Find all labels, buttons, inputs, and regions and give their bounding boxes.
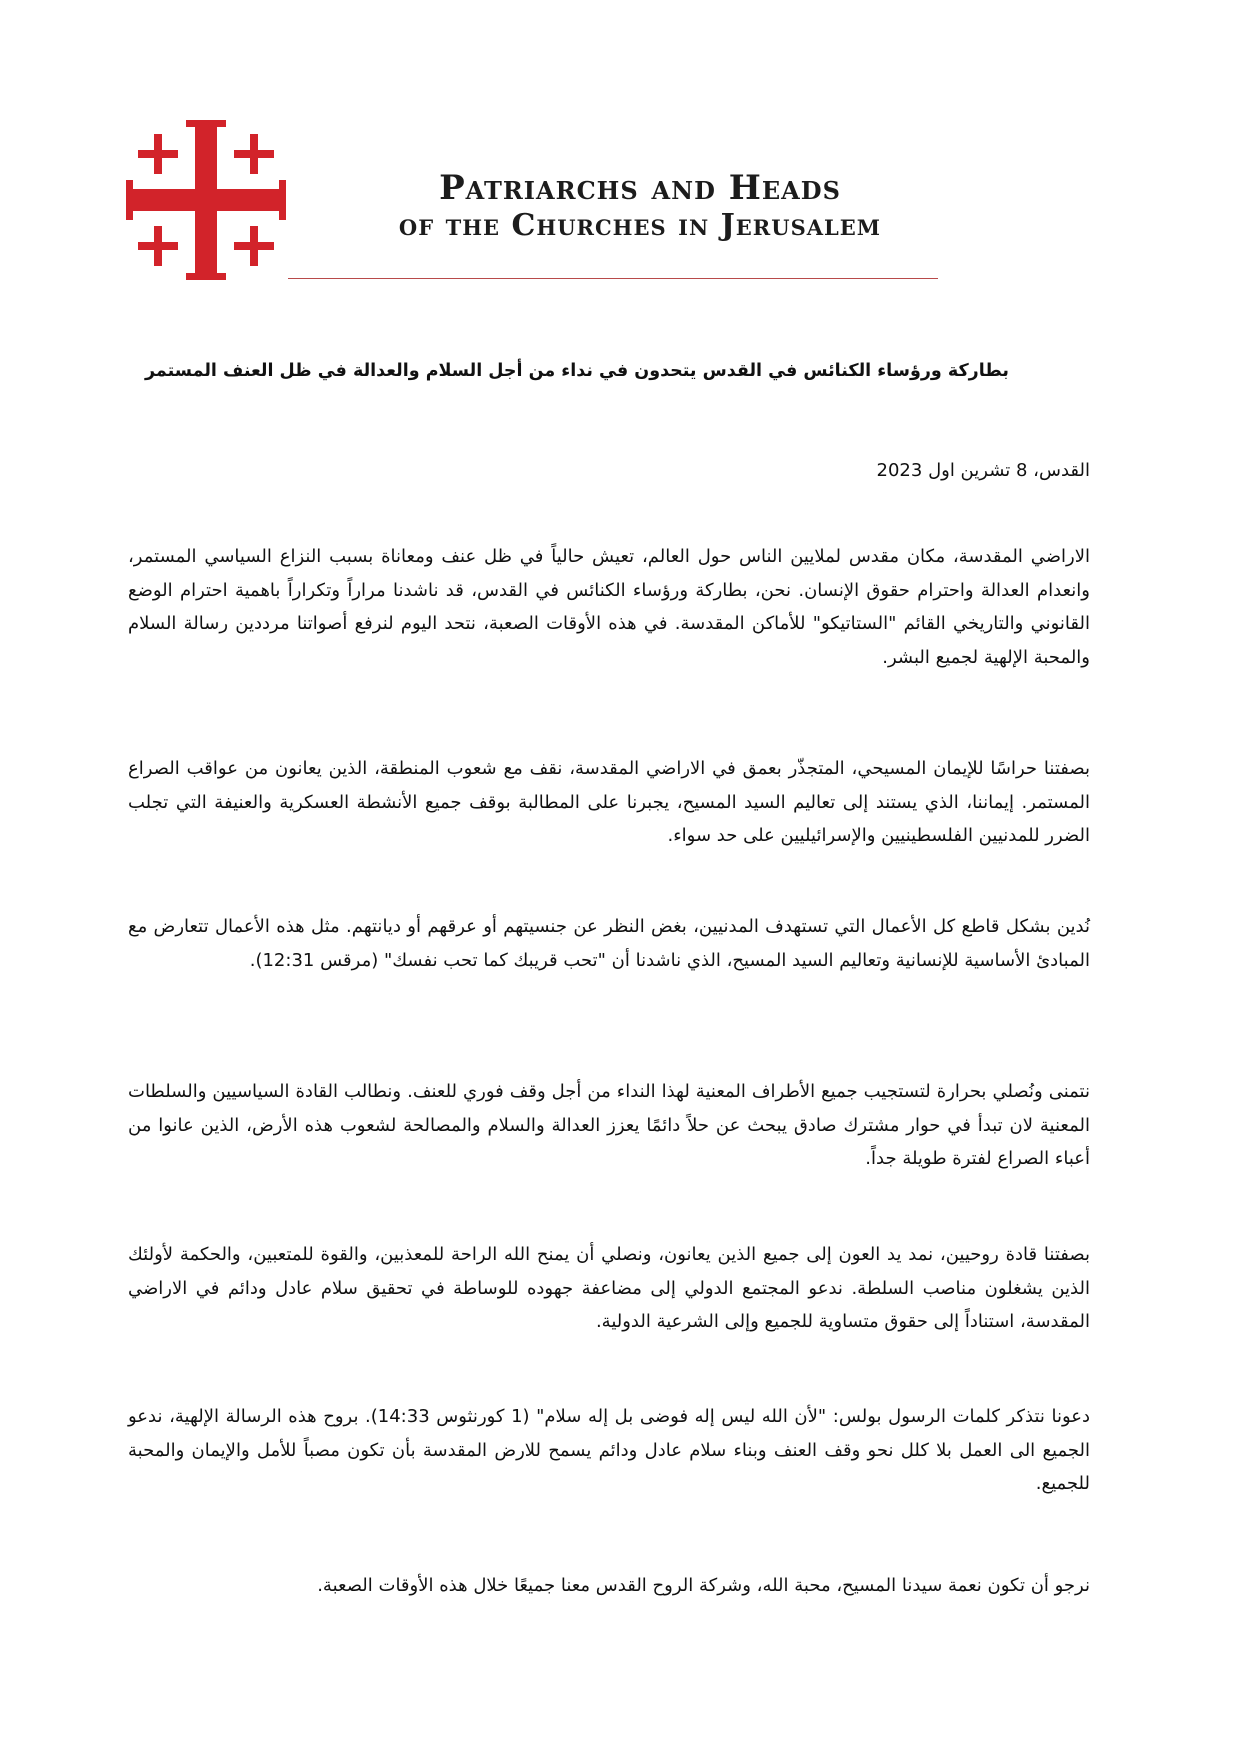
document-title: بطاركة ورؤساء الكنائس في القدس يتحدون في نداء من أجل السلام والعدالة في ظل العنف المستمر — [145, 361, 1009, 381]
paragraph-6: دعونا نتذكر كلمات الرسول بولس: "لأن الله ليس إله فوضى بل إله سلام" (1 كورنثوس 14:33). بروح هذه الرسالة الإلهية، ندعو الجميع الى العمل بلا كلل نحو وقف العنف وبناء سلام عادل ودائم يسمح للارض المقدسة بأن تكون مصباً للأمل والإيمان والمحبة للجميع. — [128, 1406, 1091, 1494]
paragraph-3: نُدين بشكل قاطع كل الأعمال التي تستهدف المدنيين، بغض النظر عن جنسيتهم أو عرقهم أو ديانتهم. مثل هذه الأعمال تتعارض مع المبادئ الأساسية للإنسانية وتعاليم السيد المسيح، الذي ناشدنا أن "تحب قريبك كما تحب نفسك" (مرقس 12:31). — [128, 916, 1090, 971]
paragraph-1: الاراضي المقدسة، مكان مقدس لملايين الناس حول العالم، تعيش حالياً في ظل عنف ومعاناة بسبب النزاع السياسي المستمر، وانعدام العدالة واحترام حقوق الإنسان. نحن، بطاركة ورؤساء الكنائس في القدس، قد ناشدنا مراراً وتكراراً باهمية احترام الوضع القانوني والتاريخي القائم "الستاتيكو" للأماكن المقدسة. في هذه الأوقات الصعبة، نتحد اليوم لنرفع أصواتنا مرددين رسالة السلام والمحبة الإلهية لجميع البشر. — [128, 546, 1090, 668]
paragraph-2: بصفتنا حراسًا للإيمان المسيحي، المتجذّر بعمق في الاراضي المقدسة، نقف مع شعوب المنطقة، الذين يعانون من عواقب الصراع المستمر. إيماننا، الذي يستند إلى تعاليم السيد المسيح، يجبرنا على المطالبة بوقف جميع الأنشطة العسكرية والعنيفة التي تجلب الضرر للمدنيين الفلسطينيين والإسرائيليين على حد سواء. — [128, 758, 1090, 846]
paragraph-4: نتمنى ونُصلي بحرارة لتستجيب جميع الأطراف المعنية لهذا النداء من أجل وقف فوري للعنف. ونطالب القادة السياسيين والسلطات المعنية لان تبدأ في حوار مشترك صادق يبحث عن حلاً دائمًا يعزز العدالة والسلام والمصالحة لشعوب هذه الأرض، الذين عانوا من أعباء الصراع لفترة طويلة جداً. — [128, 1081, 1090, 1169]
jerusalem-cross-logo — [126, 120, 286, 280]
organization-title-line-1: Patriarchs and Heads — [439, 168, 841, 208]
organization-title — [340, 168, 940, 244]
dateline: القدس، 8 تشرين اول 2023 — [876, 460, 1090, 481]
organization-title-line-2: of the Churches in Jerusalem — [398, 208, 882, 243]
paragraph-7: نرجو أن تكون نعمة سيدنا المسيح، محبة الله، وشركة الروح القدس معنا جميعًا خلال هذه الأوقات الصعبة. — [317, 1575, 1090, 1596]
paragraph-5: بصفتنا قادة روحيين، نمد يد العون إلى جميع الذين يعانون، ونصلي أن يمنح الله الراحة للمعذبين، والقوة للمتعبين، والحكمة لأولئك الذين يشغلون مناصب السلطة. ندعو المجتمع الدولي إلى مضاعفة جهوده للوساطة في تحقيق سلام عادل ودائم في الاراضي المقدسة، استناداً إلى حقوق متساوية للجميع وإلى الشرعية الدولية. — [128, 1244, 1090, 1332]
header-divider — [288, 278, 938, 279]
